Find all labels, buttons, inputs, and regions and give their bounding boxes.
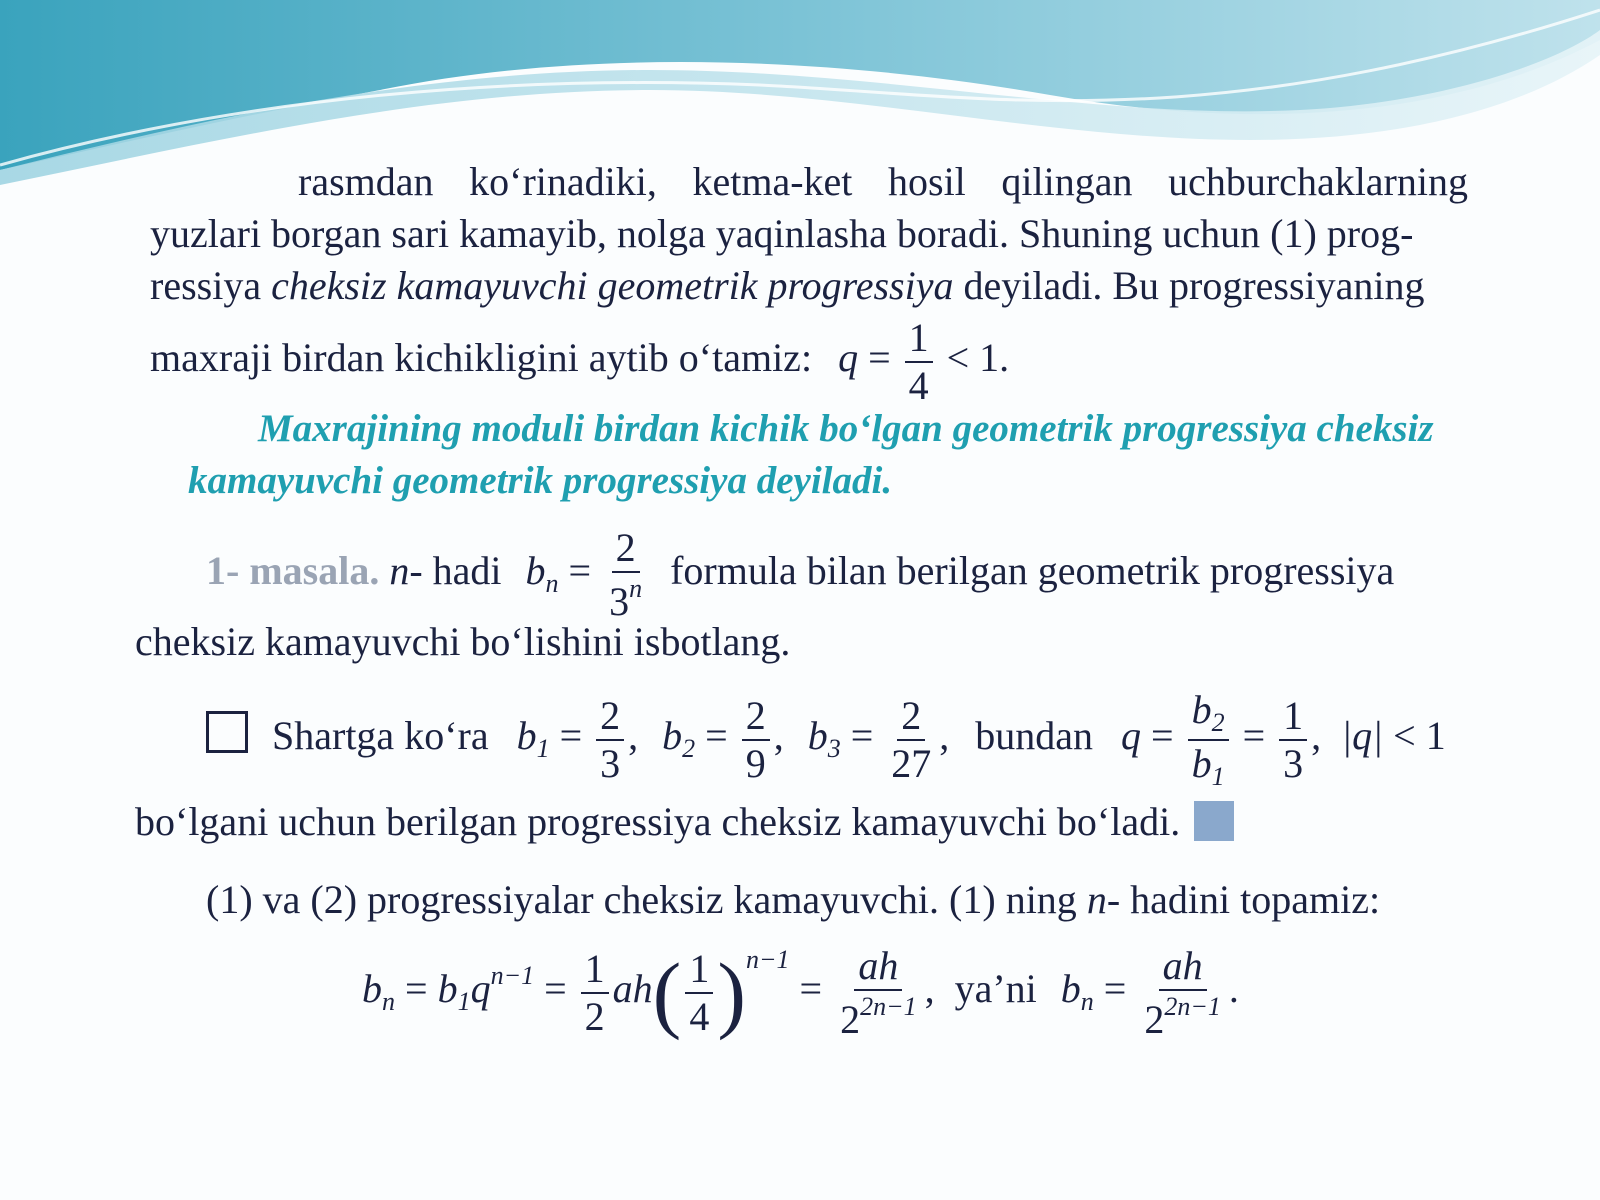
term-emphasis: cheksiz kamayuvchi geometrik progressiya [271, 263, 954, 308]
p1-line-3: ressiya cheksiz kamayuvchi geometrik progressiya deyiladi. Bu progressiyaning [150, 263, 1425, 308]
solution-line-1: Shartga ko‘ra $b_1$ = $\frac{2}{3}$ , $b_2$ = $\frac{2}{9}$ , $b_3$ = $\frac{2}{27}$ , bundan q = $\frac{b_2}{b_1}$ = $\frac{1}{3}$ , |q| < 1 [206, 690, 1446, 790]
word: hosil [888, 159, 966, 204]
proof-start-square-icon [206, 711, 248, 753]
task-label: 1- masala. [206, 548, 380, 594]
p1-line-2: yuzlari borgan sari kamayib, nolga yaqinlasha boradi. Shuning uchun (1) prog- [150, 211, 1414, 256]
word: qilingan [1001, 159, 1133, 204]
p1-line-1 [298, 158, 1468, 205]
word: uchburchaklarning [1168, 159, 1468, 204]
word: rasmdan [298, 159, 434, 204]
p1-line-4: maxraji birdan kichikligini aytib o‘tamiz: q = $\frac{1}{4}$ < 1. [150, 315, 1010, 408]
fraction-one-quarter: $\frac{1}{4}$ [905, 318, 933, 406]
word: ko‘rinadiki, [469, 159, 657, 204]
solution-line-2: bo‘lgani uchun berilgan progressiya cheksiz kamayuvchi bo‘ladi. [135, 798, 1234, 845]
definition-line-1: Maxrajining moduli birdan kichik bo‘lgan geometrik progressiya cheksiz [258, 407, 1434, 450]
nth-term-formula: $b_n = b_1q^{n-1}$ = $\frac{1}{2}$ ah( $\frac{1}{4}$ )$^{n-1}$ = $\frac{ah}{2^{2n-1}}$ , ya’ni $b_n$ = $\frac{ah}{2^{2n-1}}$ . [362, 942, 1239, 1042]
proof-end-square-icon [1194, 801, 1234, 841]
task-line-2: cheksiz kamayuvchi bo‘lishini isbotlang. [135, 619, 791, 664]
definition-line-2: kamayuvchi geometrik progressiya deyiladi. [188, 459, 893, 502]
task-line-1: 1- masala. n- hadi $b_n$ = $\frac{2}{3^n}$ formula bilan berilgan geometrik progressiya [206, 525, 1395, 624]
p3-line: (1) va (2) progressiyalar cheksiz kamayuvchi. (1) ning n- hadini topamiz: [206, 877, 1381, 922]
word: ketma-ket [692, 159, 853, 204]
fraction-two-over-three-n: $\frac{2}{3^n}$ [609, 525, 643, 624]
